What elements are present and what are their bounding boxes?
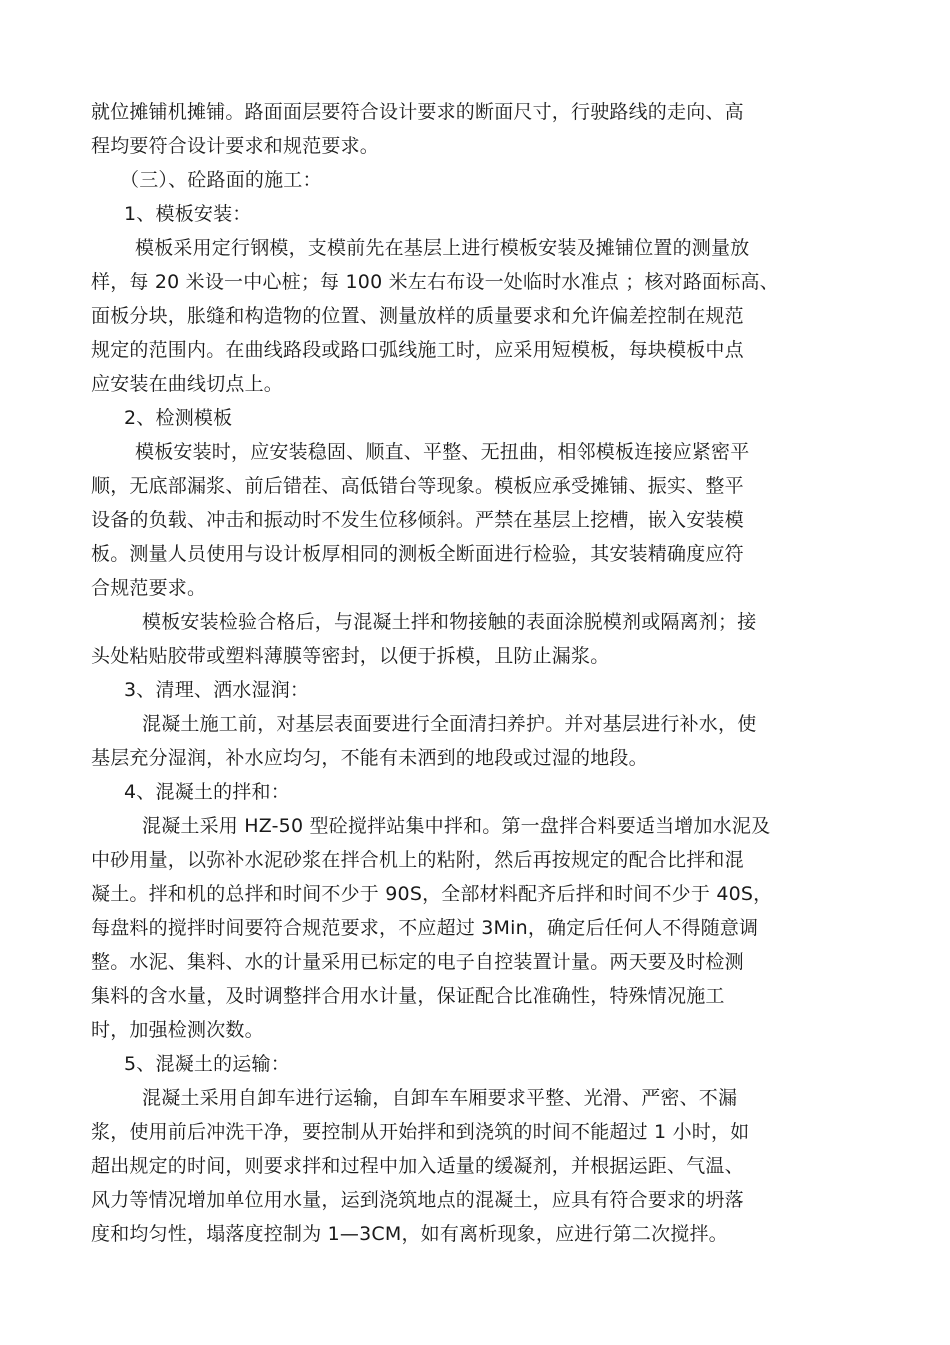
text-line: 应安装在曲线切点上。 xyxy=(91,373,284,395)
text-line: 混凝土采用自卸车进行运输，自卸车车厢要求平整、光滑、严密、不漏 xyxy=(142,1087,738,1109)
text-line: 顺，无底部漏浆、前后错茬、高低错台等现象。模板应承受摊铺、振实、整平 xyxy=(91,475,744,497)
text-line: 就位摊铺机摊铺。路面面层要符合设计要求的断面尺寸，行驶路线的走向、高 xyxy=(91,101,744,123)
text-line: 凝土。拌和机的总拌和时间不少于 90S，全部材料配齐后拌和时间不少于 40S， xyxy=(91,883,773,905)
text-line: 时，加强检测次数。 xyxy=(91,1019,264,1041)
text-line: 模板采用定行钢模，支模前先在基层上进行模板安装及摊铺位置的测量放 xyxy=(135,237,750,259)
text-line: 整。水泥、集料、水的计量采用已标定的电子自控装置计量。两天要及时检测 xyxy=(91,951,744,973)
subsection-heading: 4、混凝土的拌和： xyxy=(124,781,290,803)
text-line: 规定的范围内。在曲线路段或路口弧线施工时，应采用短模板，每块模板中点 xyxy=(91,339,744,361)
text-line: 混凝土采用 HZ-50 型砼搅拌站集中拌和。第一盘拌合料要适当增加水泥及 xyxy=(142,815,771,837)
text-line: 混凝土施工前，对基层表面要进行全面清扫养护。并对基层进行补水，使 xyxy=(142,713,757,735)
text-line: 合规范要求。 xyxy=(91,577,207,599)
text-line: 程均要符合设计要求和规范要求。 xyxy=(91,135,380,157)
text-line: 集料的含水量，及时调整拌合用水计量，保证配合比准确性，特殊情况施工 xyxy=(91,985,725,1007)
text-line: 设备的负载、冲击和振动时不发生位移倾斜。严禁在基层上挖槽，嵌入安装模 xyxy=(91,509,744,531)
subsection-heading: 1、模板安装： xyxy=(124,203,252,225)
text-line: 板。测量人员使用与设计板厚相同的测板全断面进行检验，其安装精确度应符 xyxy=(91,543,744,565)
text-line: 模板安装检验合格后，与混凝土拌和物接触的表面涂脱模剂或隔离剂；接 xyxy=(142,611,757,633)
text-line: 模板安装时，应安装稳固、顺直、平整、无扭曲，相邻模板连接应紧密平 xyxy=(135,441,750,463)
subsection-heading: 5、混凝土的运输： xyxy=(124,1053,290,1075)
text-line: 中砂用量，以弥补水泥砂浆在拌合机上的粘附，然后再按规定的配合比拌和混 xyxy=(91,849,744,871)
text-line: 风力等情况增加单位用水量，运到浇筑地点的混凝土，应具有符合要求的坍落 xyxy=(91,1189,744,1211)
text-line: 度和均匀性，塌落度控制为 1—3CM，如有离析现象，应进行第二次搅拌。 xyxy=(91,1223,728,1245)
text-line: 每盘料的搅拌时间要符合规范要求，不应超过 3Min，确定后任何人不得随意调 xyxy=(91,917,759,939)
subsection-heading: 3、清理、洒水湿润： xyxy=(124,679,310,701)
section-heading: （三）、砼路面的施工： xyxy=(120,169,322,191)
subsection-heading: 2、检测模板 xyxy=(124,407,233,429)
text-line: 头处粘贴胶带或塑料薄膜等密封，以便于拆模，且防止漏浆。 xyxy=(91,645,610,667)
text-line: 基层充分湿润，补水应均匀，不能有未洒到的地段或过湿的地段。 xyxy=(91,747,648,769)
text-line: 超出规定的时间，则要求拌和过程中加入适量的缓凝剂，并根据运距、气温、 xyxy=(91,1155,744,1177)
text-line: 面板分块，胀缝和构造物的位置、测量放样的质量要求和允许偏差控制在规范 xyxy=(91,305,744,327)
text-line: 浆，使用前后冲洗干净，要控制从开始拌和到浇筑的时间不能超过 1 小时，如 xyxy=(91,1121,750,1143)
text-line: 样，每 20 米设一中心桩；每 100 米左右布设一处临时水准点 ；核对路面标高、 xyxy=(91,271,779,293)
